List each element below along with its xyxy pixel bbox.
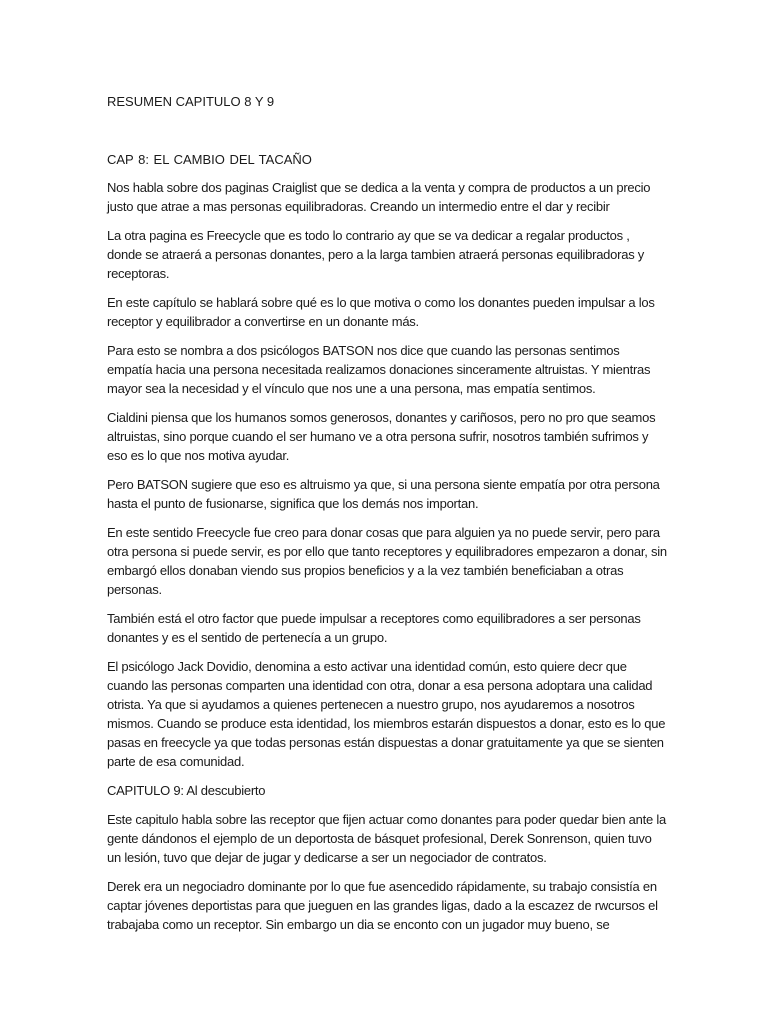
paragraph-freecycle-donations: En este sentido Freecycle fue creo para donar cosas que para alguien ya no puede servir, pero para otra persona si puede servir, es por ello que tanto receptores y equilibradores empezaron a donar, sin embargó ellos donaban viendo sus propios beneficios y a la vez también beneficiaban a otras personas.	[107, 525, 667, 597]
document-title: RESUMEN CAPITULO 8 Y 9	[107, 94, 275, 109]
paragraph-cialdini: Cialdini piensa que los humanos somos generosos, donantes y cariñosos, pero no pro que seamos altruistas, sino porque cuando el ser humano ve a otra persona sufrir, nosotros también sufrimos y eso es lo que nos motiva ayudar.	[107, 410, 656, 463]
paragraph-batson-altruism: Pero BATSON sugiere que eso es altruismo ya que, si una persona siente empatía por otra persona hasta el punto de fusionarse, significa que los demás nos importan.	[107, 477, 660, 511]
paragraph-freecycle: La otra pagina es Freecycle que es todo lo contrario ay que se va dedicar a regalar productos , donde se atraerá a personas donantes, pero a la larga tambien atraerá personas equilibradoras y receptoras.	[107, 228, 645, 281]
paragraph-batson-empathy: Para esto se nombra a dos psicólogos BATSON nos dice que cuando las personas sentimos empatía hacia una persona necesitada realizamos donaciones sinceramente altruistas. Y mientras mayor sea la necesidad y el vínculo que nos une a una persona, mas empatía sentimos.	[107, 343, 651, 396]
chapter-8-heading: CAP 8: EL CAMBIO DEL TACAÑO	[107, 152, 312, 167]
paragraph-craiglist: Nos habla sobre dos paginas Craiglist que se dedica a la venta y compra de productos a un precio justo que atrae a mas personas equilibradoras. Creando un intermedio entre el dar y recibir	[107, 180, 651, 214]
paragraph-motivation: En este capítulo se hablará sobre qué es lo que motiva o como los donantes pueden impulsar a los receptor y equilibrador a convertirse en un donante más.	[107, 295, 655, 329]
paragraph-dovidio: El psicólogo Jack Dovidio, denomina a esto activar una identidad común, esto quiere decr que cuando las personas comparten una identidad con otra, donar a esa persona adoptara una calidad otrista. Ya que si ayudamos a quienes pertenecen a nuestro grupo, nos ayudaremos a nosotros mismos. Cuando se produce esta identidad, los miembros estarán dispuestos a donar, esto es lo que pasas en freecycle ya que todas personas están dispuestas a donar gratuitamente ya que se sienten parte de esa comunidad.	[107, 659, 666, 769]
paragraph-derek: Derek era un negociadro dominante por lo que fue asencedido rápidamente, su trabajo consistía en captar jóvenes deportistas para que jueguen en las grandes ligas, dado a la escazez de rwcursos el trabajaba como un receptor. Sin embargo un dia se enconto con un jugador muy bueno, se	[107, 879, 658, 932]
chapter-9-heading: CAPITULO 9: Al descubierto	[107, 783, 266, 798]
paragraph-chapter9-intro: Este capitulo habla sobre las receptor que fijen actuar como donantes para poder quedar bien ante la gente dándonos el ejemplo de un deportosta de básquet profesional, Derek Sonrenson, quien tuvo un lesión, tuvo que dejar de jugar y dedicarse a ser un negociador de contratos.	[107, 812, 666, 865]
document-body	[107, 178, 667, 944]
paragraph-group-belonging: También está el otro factor que puede impulsar a receptores como equilibradores a ser personas donantes y es el sentido de pertenecía a un grupo.	[107, 611, 641, 645]
